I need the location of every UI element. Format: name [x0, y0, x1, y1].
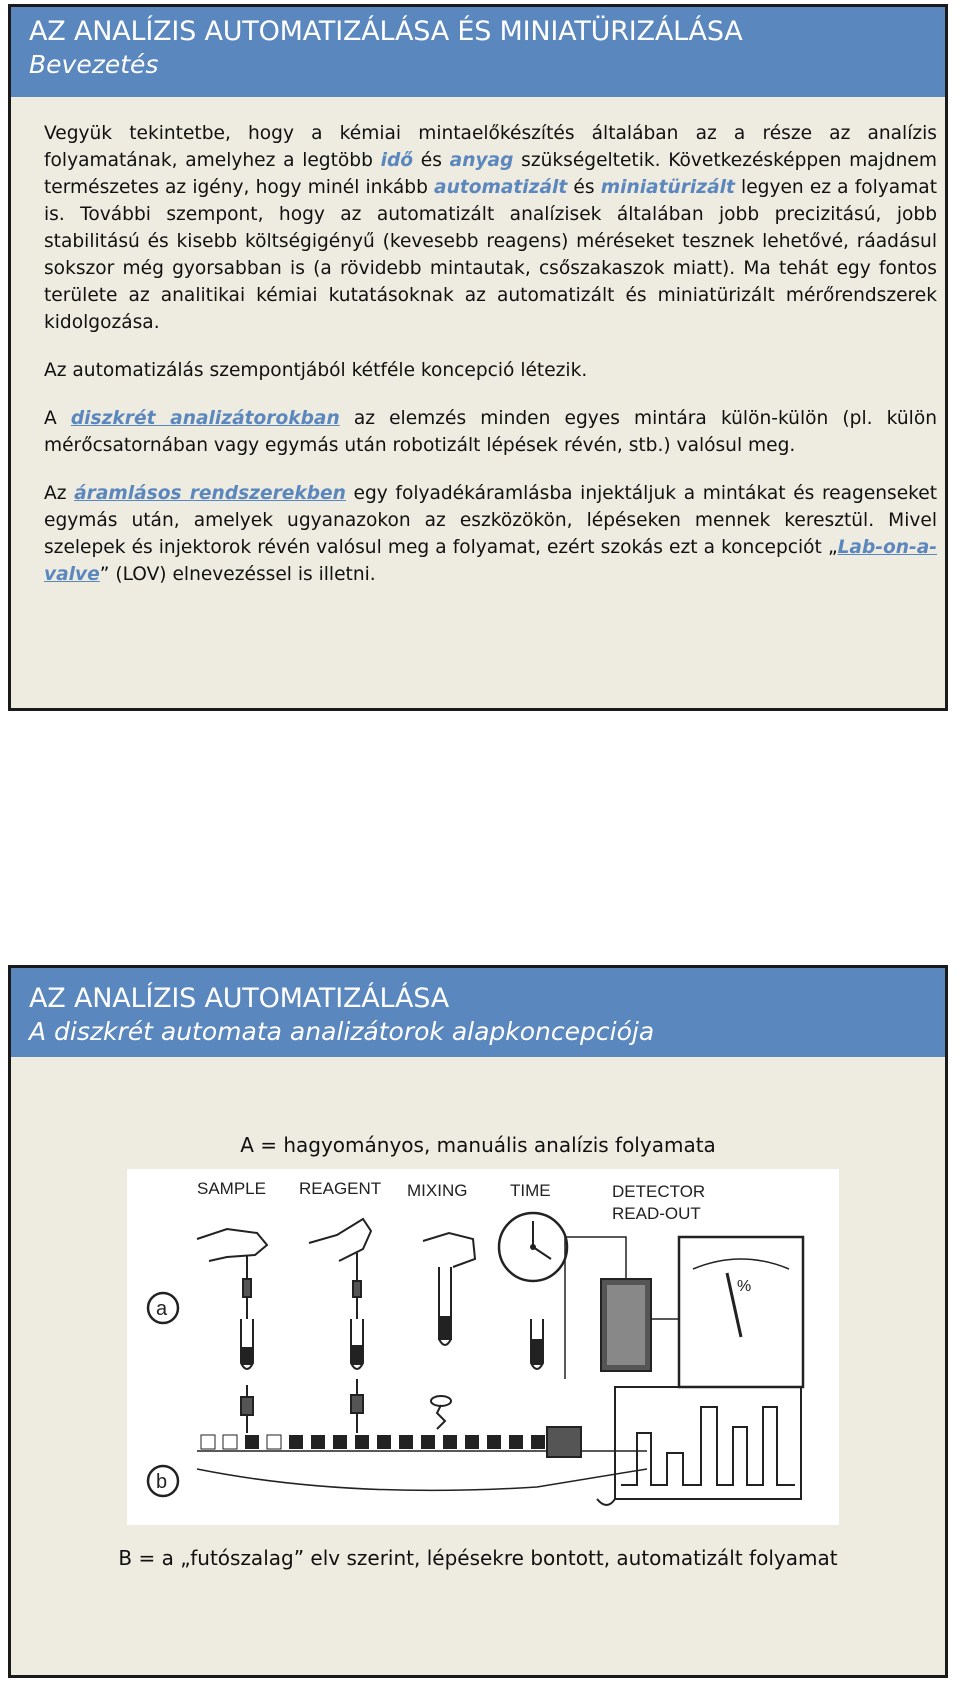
- slide-header: [11, 968, 945, 1057]
- slide-discrete-analyzers: [8, 965, 948, 1678]
- text-run: és: [413, 150, 450, 171]
- hand-mixing-icon: [423, 1233, 475, 1345]
- slide-subtitle: A diszkrét automata analizátorok alapkoncepciója: [29, 1017, 655, 1046]
- label-time: TIME: [510, 1181, 551, 1200]
- hand-pipette-icon: [197, 1229, 267, 1319]
- dispenser-icon: [241, 1379, 451, 1433]
- slide-header: [11, 7, 945, 97]
- clock-icon: [499, 1213, 567, 1281]
- text-run: Az: [44, 483, 75, 504]
- label-detector: DETECTOR: [612, 1182, 706, 1201]
- highlight-automatizalt: automatizált: [434, 177, 568, 198]
- row-a-marker: [148, 1293, 178, 1323]
- sample-cups: [201, 1435, 545, 1449]
- slide-title: AZ ANALÍZIS AUTOMATIZÁLÁSA: [29, 983, 449, 1014]
- highlight-diszkret: diszkrét analizátorokban: [70, 408, 340, 429]
- text-run: Vegyük tekintetbe, hogy a kémiai mintaelőkészítés általában az a része az analízis folyamatának, amelyhez a legtöbb: [44, 123, 937, 171]
- text-run: az elemzés minden egyes mintára külön-külön (pl. külön mérőcsatornában vagy egymás után robotizált lépések révén, stb.) valósul meg.: [44, 408, 937, 456]
- meter-unit: %: [737, 1278, 752, 1295]
- row-b-label: b: [156, 1471, 168, 1493]
- caption-manual-process: A = hagyományos, manuális analízis folyamata: [240, 1133, 716, 1157]
- highlight-aramlasos: áramlásos rendszerekben: [74, 483, 346, 504]
- row-a-label: a: [156, 1298, 168, 1320]
- slide-subtitle: Bevezetés: [29, 50, 159, 79]
- label-reagent: REAGENT: [299, 1179, 382, 1198]
- test-tube-icon: [531, 1319, 543, 1369]
- text-run: A: [44, 408, 71, 429]
- detector-icon: [565, 1237, 651, 1379]
- paragraph-discrete: [44, 405, 937, 459]
- slide-intro: [8, 4, 948, 711]
- label-mixing: MIXING: [407, 1181, 468, 1200]
- label-sample: SAMPLE: [197, 1179, 266, 1198]
- paragraph-flow: [44, 480, 937, 588]
- readout-meter-icon: [651, 1237, 803, 1387]
- slide-title: AZ ANALÍZIS AUTOMATIZÁLÁSA ÉS MINIATÜRIZÁLÁSA: [29, 16, 743, 47]
- highlight-anyag: anyag: [449, 150, 514, 171]
- highlight-lov: Lab-on-a-valve: [44, 537, 937, 585]
- paragraph-concepts: Az automatizálás szempontjából kétféle koncepció létezik.: [44, 360, 588, 381]
- text-run: és: [567, 177, 601, 198]
- quote-close: ”: [99, 564, 110, 585]
- test-tube-icon: [351, 1319, 363, 1369]
- detector-b-icon: [547, 1427, 581, 1457]
- quote-open: „: [827, 537, 838, 558]
- highlight-ido: idő: [380, 150, 414, 171]
- highlight-miniaturizalt: miniatürizált: [600, 177, 735, 198]
- paragraph-intro: [44, 120, 937, 336]
- slide-body: [44, 120, 937, 609]
- text-run: (LOV) elnevezéssel is illetni.: [109, 564, 376, 585]
- text-run: egy folyadékáramlásba injektáljuk a mintákat és reagenseket egymás után, amelyek ugyanazokon az eszközökön, lépéseken mennek keresztül. Mivel szelepek és injektorok révén valósul meg a folyamat, ezért szokás ezt a koncepciót: [44, 483, 938, 558]
- hand-pipette-icon: [309, 1219, 371, 1319]
- analysis-process-diagram: [127, 1169, 839, 1525]
- text-run: szükségeltetik. Következésképpen majdnem természetes az igény, hogy minél inkább: [44, 150, 937, 198]
- label-read-out: READ-OUT: [612, 1204, 701, 1223]
- row-b-marker: [148, 1466, 178, 1496]
- test-tube-icon: [241, 1319, 253, 1369]
- chart-recorder-icon: [597, 1387, 801, 1505]
- caption-automated-process: B = a „futószalag” elv szerint, lépésekre bontott, automatizált folyamat: [118, 1546, 838, 1570]
- text-run: legyen ez a folyamat is. További szempont, hogy az automatizált analízisek általában jobb precizitású, jobb stabilitású és kisebb költségigényű (kevesebb reagens) méréseket tesznek lehetővé, ráadásul sokszor még gyorsabban is (a rövidebb mintautak, csőszakaszok miatt). Ma tehát egy fontos területe az analitikai kémiai kutatásoknak az automatizált és miniatürizált mérőrendszerek kidolgozása.: [44, 177, 937, 333]
